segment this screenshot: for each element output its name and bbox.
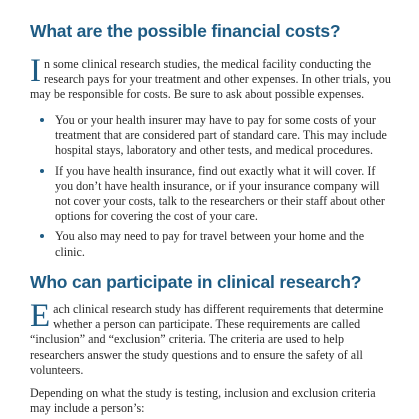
list-item-text: If you have health insurance, find out exactly what it will cover. If you don’t have health insurance, or if your insurance company will not cover your costs, talk to the researchers or their staff about other options for covering the cost of your care. <box>55 163 385 224</box>
intro-text: ach clinical research study has different requirements that determine whether a person can participate. These requirements are called “inclusion” and “exclusion” criteria. The criteria are used to help researchers answer the study questions and to ensure the safety of all volunteers. <box>30 302 384 377</box>
bullet-icon <box>40 234 44 238</box>
drop-cap: E <box>30 298 51 334</box>
list-item <box>30 113 395 159</box>
section-heading-financial-costs: What are the possible financial costs? <box>30 21 341 41</box>
intro-text: n some clinical research studies, the medical facility conducting the research pays for your treatment and other expenses. In other trials, you may be responsible for costs. Be sure to ask about possible expenses. <box>30 57 391 102</box>
financial-costs-intro <box>30 53 393 103</box>
financial-costs-bullet-list <box>30 113 395 265</box>
list-item <box>30 229 395 259</box>
section-heading-who-can-participate: Who can participate in clinical research? <box>30 272 362 292</box>
criteria-paragraph: Depending on what the study is testing, inclusion and exclusion criteria may include a person’s: <box>30 386 376 416</box>
bullet-icon <box>40 118 44 122</box>
list-item-text: You or your health insurer may have to pay for some costs of your treatment that are considered part of standard care. This may include hospital stays, laboratory and other tests, and medical procedures. <box>55 113 387 158</box>
list-item-text: You also may need to pay for travel between your home and the clinic. <box>55 229 365 259</box>
drop-cap: I <box>30 53 41 89</box>
bullet-icon <box>40 169 44 173</box>
list-item <box>30 164 395 225</box>
who-can-participate-intro <box>30 298 393 378</box>
